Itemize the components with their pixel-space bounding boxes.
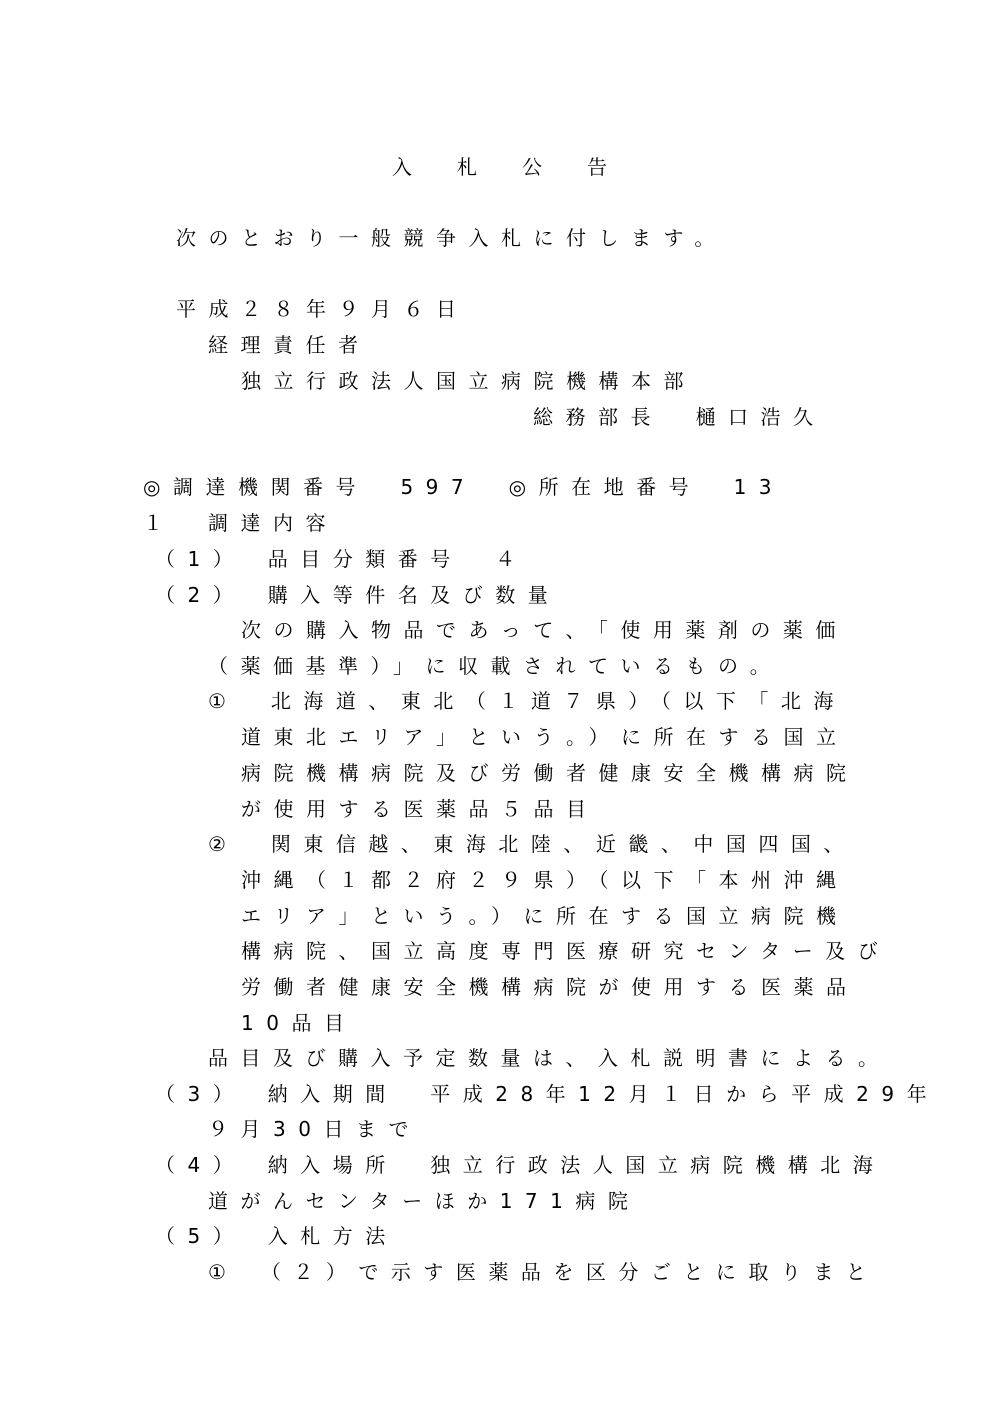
area-1-text: 病院機構病院及び労働者健康安全機構病院	[241, 761, 859, 785]
area-1-text: ① 北海道、東北（１道７県）（以下「北海	[208, 689, 846, 713]
item-4-text: （4） 納入場所 独立行政法人国立病院機構北海	[155, 1153, 886, 1177]
procurement-codes: ◎調達機関番号 597 ◎所在地番号 13	[143, 475, 785, 499]
area-2-text: ② 関東信越、東海北陸、近畿、中国四国、	[208, 832, 856, 856]
section-heading: １ 調達内容	[143, 511, 338, 535]
item-5-text: ① （２）で示す医薬品を区分ごとに取りまと	[208, 1260, 879, 1284]
item-2-note: 品目及び購入予定数量は、入札説明書による。	[208, 1046, 891, 1070]
notice-title: 入 札 公 告	[392, 155, 620, 179]
area-2-text: 10品目	[241, 1011, 357, 1035]
item-1: （1） 品目分類番号 ４	[155, 547, 528, 571]
intro-text: 次のとおり一般競争入札に付します。	[176, 226, 727, 250]
notice-date: 平成２８年９月６日	[176, 297, 469, 321]
item-2-text: （薬価基準）」に収載されているもの。	[208, 654, 783, 678]
item-4-text: 道がんセンターほか171病院	[208, 1189, 641, 1213]
area-1-text: が使用する医薬品５品目	[241, 797, 599, 821]
item-5-heading: （5） 入札方法	[155, 1224, 398, 1248]
area-1-text: 道東北エリア」という。）に所在する国立	[241, 725, 849, 749]
area-2-text: 構病院、国立高度専門医療研究センター及び	[241, 939, 891, 963]
item-2-text: 次の購入物品であって、「使用薬剤の薬価	[241, 618, 848, 642]
area-2-text: 労働者健康安全機構病院が使用する医薬品	[241, 975, 859, 999]
officer-name: 総務部長 樋口浩久	[533, 405, 826, 429]
item-3-text: ９月30日まで	[208, 1117, 421, 1141]
item-3-text: （3） 納入期間 平成28年12月１日から平成29年	[155, 1082, 940, 1106]
item-2-heading: （2） 購入等件名及び数量	[155, 583, 561, 607]
area-2-text: エリア」という。）に所在する国立病院機	[241, 904, 849, 928]
officer-title: 経理責任者	[208, 333, 371, 357]
organization-name: 独立行政法人国立病院機構本部	[241, 369, 696, 393]
area-2-text: 沖縄（１都２府２９県）（以下「本州沖縄	[241, 868, 849, 892]
